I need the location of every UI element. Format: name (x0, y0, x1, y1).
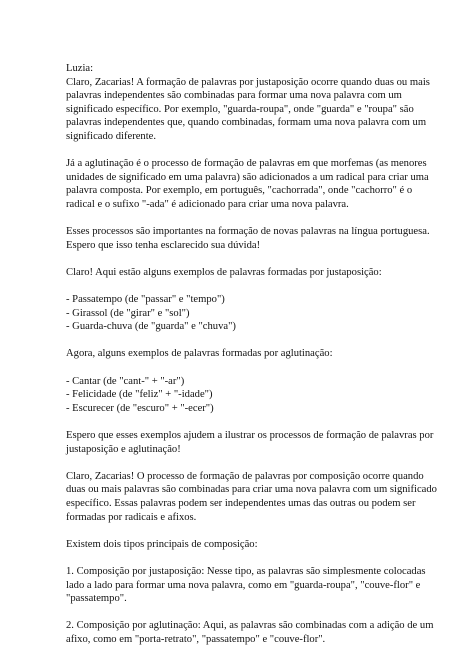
text-line: 1. Composição por justaposição: Nesse tipo, as palavras são simplesmente colocadas (66, 565, 426, 577)
text-line: Agora, alguns exemplos de palavras formadas por aglutinação: (66, 348, 333, 360)
paragraph (66, 375, 412, 416)
document-page (66, 62, 437, 660)
text-line: palavras independentes que, quando combinadas, formam uma nova palavra com um (66, 117, 427, 129)
text-line: Claro! Aqui estão alguns exemplos de palavras formadas por justaposição: (66, 266, 382, 278)
text-line: palavra composta. Por exemplo, em português, "cachorrada", onde "cachorro" é o (66, 185, 413, 197)
text-line: - Cantar (de "cant-" + "-ar") (66, 375, 185, 387)
text-line: unidades de significado em uma palavra) são adicionados a um radical para criar uma (66, 171, 429, 183)
paragraph (66, 62, 430, 144)
paragraph (66, 429, 434, 456)
text-line: Espero que esses exemplos ajudem a ilustrar os processos de formação de palavras por (66, 430, 434, 442)
paragraph (66, 225, 430, 252)
text-line: radical e o sufixo "-ada" é adicionado para criar uma nova palavra. (66, 198, 349, 210)
paragraph (66, 266, 412, 280)
text-line: Luzia: (66, 63, 94, 74)
text-line: - Guarda-chuva (de "guarda" e "chuva") (66, 321, 236, 333)
text-line: - Escurecer (de "escuro" + "-ecer") (66, 402, 214, 414)
text-line: - Passatempo (de "passar" e "tempo") (66, 294, 225, 306)
text-line: significado específico. Por exemplo, "guarda-roupa", onde "guarda" e "roupa" são (66, 103, 414, 115)
paragraph (66, 347, 412, 361)
text-line: Claro, Zacarias! A formação de palavras por justaposição ocorre quando duas ou mais (66, 76, 430, 88)
text-line: Já a aglutinação é o processo de formação de palavras em que morfemas (as menores (66, 158, 427, 170)
text-line: palavras independentes são combinadas para formar uma nova palavra com um (66, 90, 402, 102)
text-line: duas ou mais palavras são combinadas para criar uma nova palavra com um significado (66, 484, 437, 496)
text-line: afixo, como em "porta-retrato", "passatempo" e "couve-flor". (66, 633, 326, 645)
text-line: justaposição e aglutinação! (66, 443, 181, 455)
paragraph (66, 157, 429, 211)
text-line: específico. Essas palavras podem ser independentes umas das outras ou podem ser (66, 498, 416, 509)
text-line: - Felicidade (de "feliz" + "-idade") (66, 389, 213, 401)
text-line: lado a lado para formar uma nova palavra, como em "guarda-roupa", "couve-flor" e (66, 579, 421, 591)
text-line: 2. Composição por aglutinação: Aqui, as palavras são combinadas com a adição de um (66, 620, 434, 632)
text-line: Claro, Zacarias! O processo de formação de palavras por composição ocorre quando (66, 470, 424, 482)
text-line: - Girassol (de "girar" e "sol") (66, 307, 190, 319)
paragraph (66, 565, 426, 606)
paragraph (66, 619, 434, 646)
text-line: Existem dois tipos principais de composição: (66, 538, 258, 550)
text-line: "passatempo". (66, 593, 127, 605)
text-line: Esses processos são importantes na formação de novas palavras na língua portuguesa. (66, 226, 430, 238)
text-line: significado diferente. (66, 130, 157, 142)
paragraph (66, 538, 412, 552)
text-line: Espero que isso tenha esclarecido sua dúvida! (66, 239, 261, 251)
text-line: formadas por radicais e afixos. (66, 511, 197, 523)
paragraph (66, 470, 437, 524)
paragraph (66, 293, 412, 334)
